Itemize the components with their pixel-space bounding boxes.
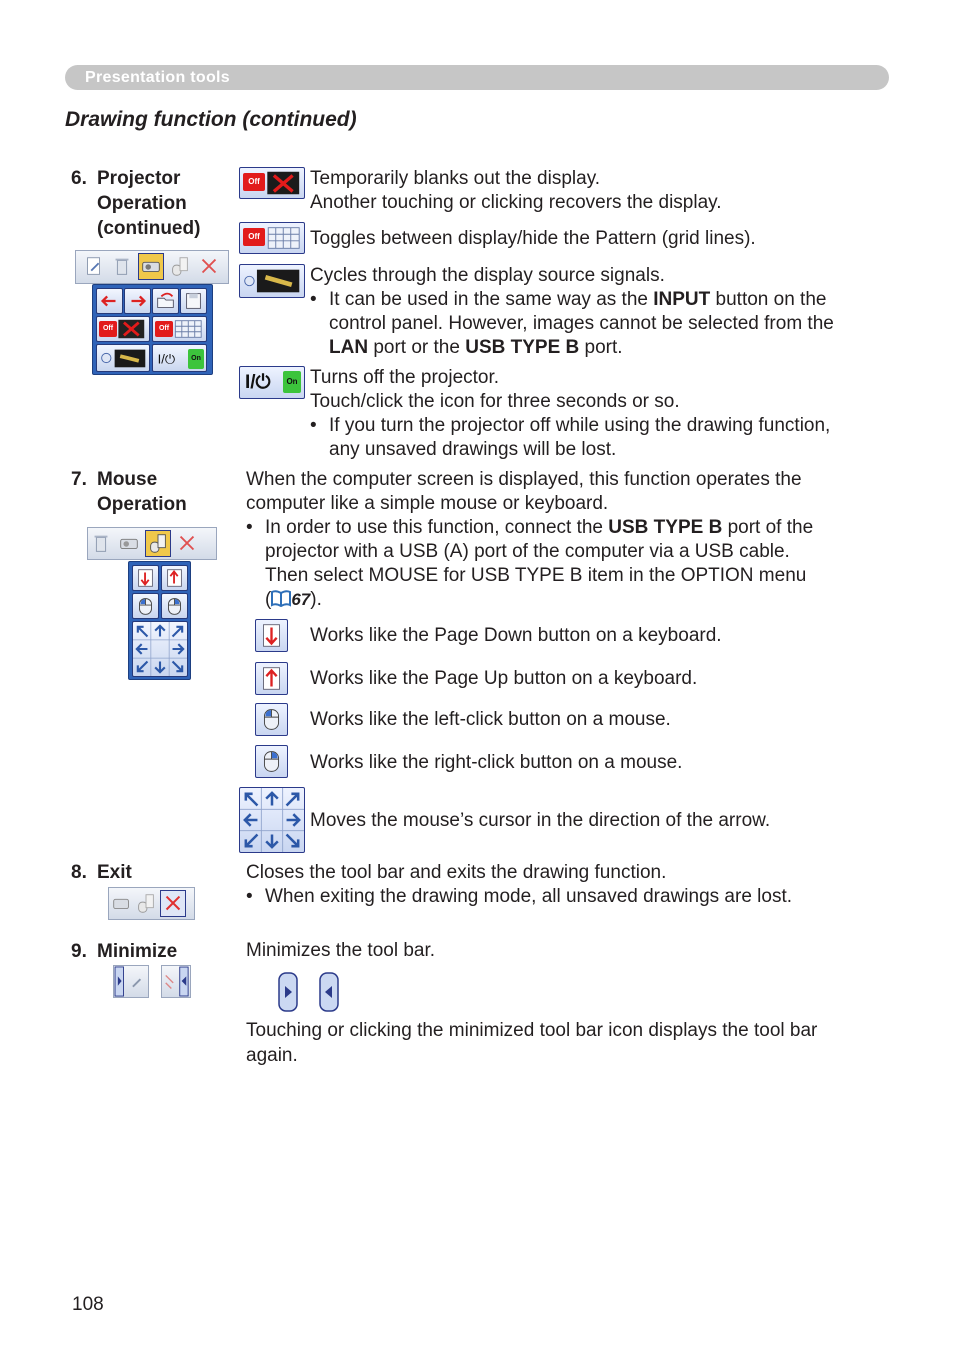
page-reference: ( 67). (265, 589, 322, 610)
toolbar-strip (75, 250, 229, 284)
item-number: 7. (71, 469, 87, 490)
item-label: Minimize (97, 941, 178, 962)
minimize-toolbar-left (113, 965, 149, 998)
blank-description (310, 167, 722, 215)
text-line: When the computer screen is displayed, this function operates the (246, 469, 802, 490)
off-blank-icon: Off (239, 167, 305, 199)
minimize-description: Minimizes the tool bar. (246, 940, 436, 961)
trash-icon (88, 530, 114, 557)
text-line: Temporarily blanks out the display. (310, 168, 601, 189)
minimize-after-description (246, 1018, 817, 1068)
toolbar-strip (87, 527, 217, 560)
item-label (97, 166, 200, 241)
off-pattern-icon: Off (239, 222, 305, 254)
page-number: 108 (72, 1294, 104, 1315)
svg-text:I/⏻: I/⏻ (157, 351, 176, 367)
projector-icon (138, 253, 164, 280)
page-up-icon (161, 565, 188, 591)
left-click-description: Works like the left-click button on a mouse. (310, 709, 671, 730)
text-line: again. (246, 1045, 298, 1066)
cursor-arrows-description: Moves the mouse’s cursor in the direction of the arrow. (310, 810, 771, 831)
page-down-icon (255, 619, 288, 652)
mouse-intro (246, 468, 802, 516)
item-label (97, 467, 187, 517)
right-click-description: Works like the right-click button on a mouse. (310, 752, 683, 773)
label-line: Operation (97, 193, 187, 214)
book-icon (271, 590, 291, 607)
projector-icon (116, 530, 142, 557)
mouse-panel (128, 561, 191, 680)
item-number: 9. (71, 941, 87, 962)
trash-icon (109, 253, 135, 280)
arrow-left-icon (96, 288, 123, 314)
page-down-description: Works like the Page Down button on a keyboard. (310, 625, 722, 646)
section-header-bar (65, 65, 889, 90)
left-click-icon (255, 703, 288, 736)
page-up-icon (255, 662, 288, 695)
mouse-keyboard-icon (133, 890, 159, 917)
right-click-icon (161, 593, 188, 619)
page-up-description: Works like the Page Up button on a keyboard. (310, 668, 698, 689)
arrow-right-icon (124, 288, 151, 314)
pattern-description: Toggles between display/hide the Pattern (grid lines). (310, 228, 756, 249)
save-icon (180, 288, 207, 314)
mouse-keyboard-icon (145, 530, 171, 557)
item-number: 8. (71, 862, 87, 883)
exit-description: Closes the tool bar and exits the drawing function. (246, 862, 667, 883)
minimized-toolbar-right-icon[interactable] (278, 972, 298, 1012)
right-click-icon (255, 745, 288, 778)
off-pattern-icon: Off (152, 316, 207, 342)
exit-toolbar-strip (108, 887, 195, 920)
item-label: Exit (97, 862, 132, 883)
off-blank-icon: Off (96, 316, 150, 342)
label-line: (continued) (97, 218, 201, 239)
left-click-icon (132, 593, 159, 619)
input-source-icon (239, 264, 305, 298)
item-number: 6. (71, 168, 87, 189)
page-down-icon (132, 565, 159, 591)
power-description (310, 366, 680, 414)
minimized-toolbar-left-icon[interactable] (319, 972, 339, 1012)
text-line: Touch/click the icon for three seconds or so. (310, 391, 680, 412)
cursor-arrows-icon (239, 787, 305, 853)
section-title: Drawing function (continued) (65, 108, 357, 131)
label-line: Projector (97, 168, 181, 189)
projector-icon (109, 890, 135, 917)
eraser-page-icon (81, 253, 107, 280)
power-off-icon: I/⏻ On (152, 344, 207, 372)
input-source-icon (96, 344, 150, 372)
mouse-keyboard-icon (167, 253, 193, 280)
power-off-icon: I/⏻ On (239, 366, 305, 399)
text-line: Touching or clicking the minimized tool bar icon displays the tool bar (246, 1020, 818, 1041)
cursor-arrows-icon (132, 621, 188, 677)
open-folder-icon (152, 288, 179, 314)
header-title: Presentation tools (85, 69, 230, 86)
minimize-toolbar-right (161, 965, 191, 998)
close-icon (160, 890, 186, 917)
label-line: Mouse (97, 469, 158, 490)
input-description: Cycles through the display source signals. (310, 265, 665, 286)
projector-panel (92, 284, 213, 375)
text-line: Turns off the projector. (310, 367, 500, 388)
close-icon (174, 530, 200, 557)
label-line: Operation (97, 494, 187, 515)
text-line: computer like a simple mouse or keyboard. (246, 493, 609, 514)
text-line: Another touching or clicking recovers the display. (310, 192, 722, 213)
close-icon (196, 253, 222, 280)
